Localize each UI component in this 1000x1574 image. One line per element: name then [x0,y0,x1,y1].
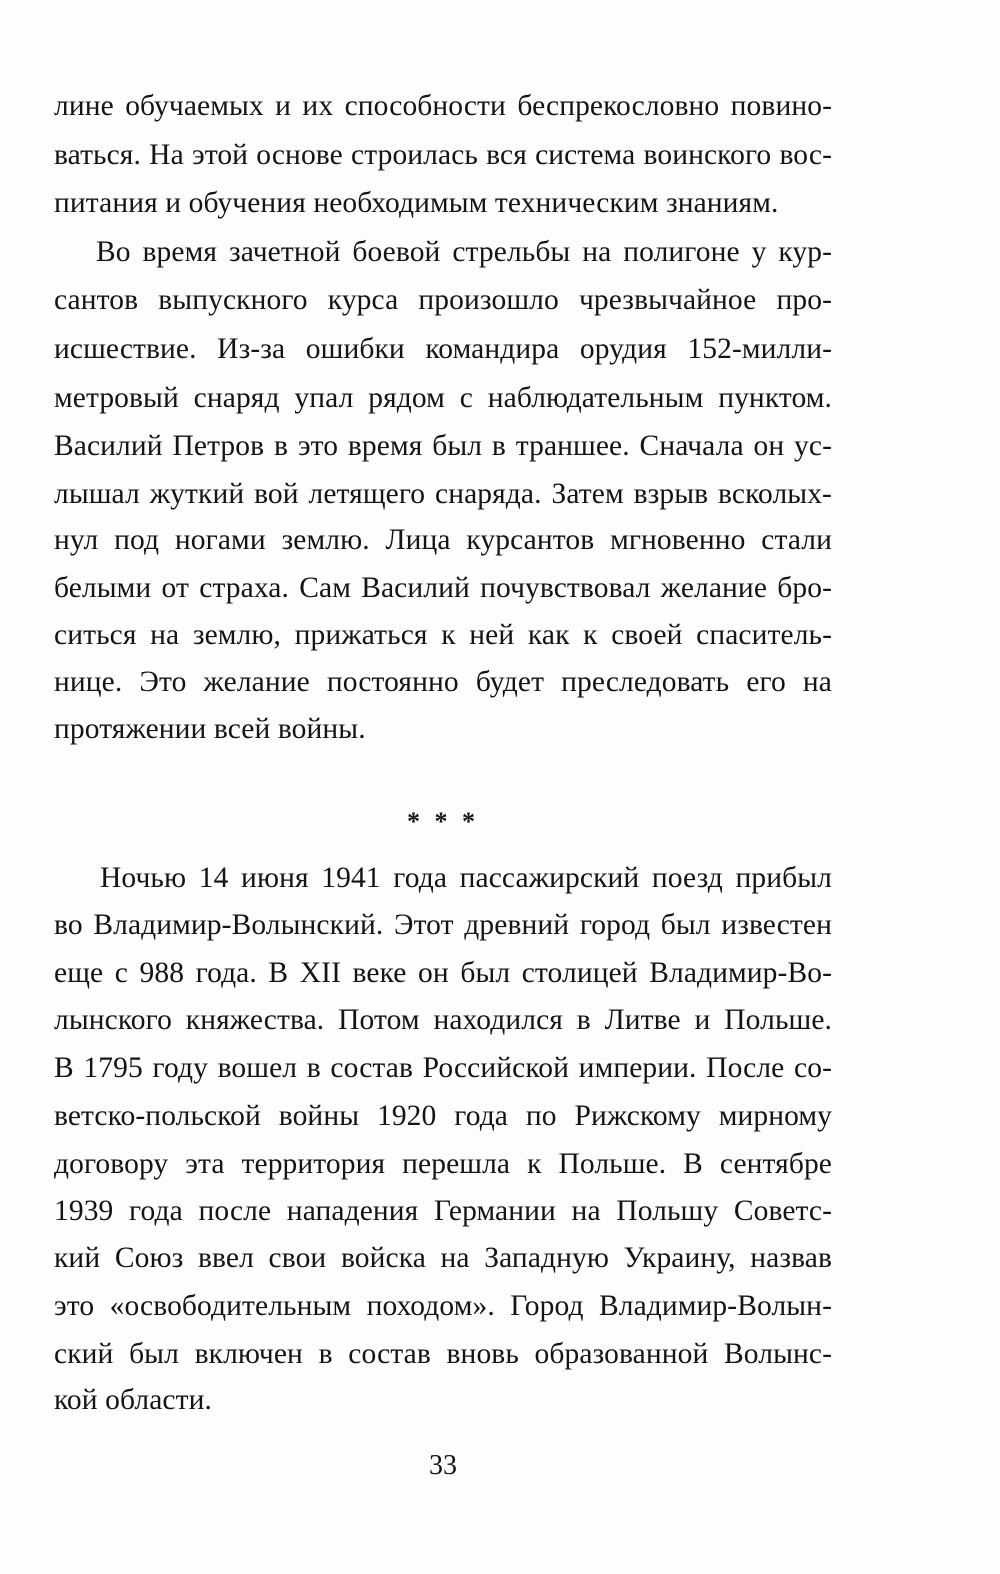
text-line: В 1795 году вошел в состав Российской империи. После со- [54,1052,832,1084]
text-line: лине обучаемых и их способности беспрекословно повино- [54,90,832,122]
page-number: 33 [429,1450,457,1481]
text-line: ваться. На этой основе строилась вся система воинского вос- [54,139,832,171]
text-line: ский был включен в состав вновь образованной Волынс- [54,1338,832,1370]
text-line: во Владимир-Волынский. Этот древний город был известен [54,909,832,941]
text-line: метровый снаряд упал рядом с наблюдательным пунктом. [54,382,832,414]
text-line: ветско-польской войны 1920 года по Рижскому мирному [54,1100,832,1132]
text-line: 1939 года после нападения Германии на Польшу Советс- [54,1195,832,1227]
text-line: лынского княжества. Потом находился в Литве и Польше. [54,1004,832,1036]
text-line: это «освободительным походом». Город Владимир-Волын- [54,1290,832,1322]
text-line: кий Союз ввел свои войска на Западную Украину, назвав [54,1242,832,1274]
text-line: договору эта территория перешла к Польше. В сентябре [54,1148,832,1180]
text-line: ситься на землю, прижаться к ней как к своей спаситель- [54,619,832,651]
text-line: нице. Это желание постоянно будет преследовать его на [54,666,832,698]
text-line: Василий Петров в это время был в траншее. Сначала он ус- [54,430,832,462]
text-line: лышал жуткий вой летящего снаряда. Затем взрыв всколых- [54,478,832,510]
text-line: Во время зачетной боевой стрельбы на полигоне у кур- [96,236,832,268]
text-line: еще с 988 года. В XII веке он был столицей Владимир-Во- [54,957,832,989]
text-line: сантов выпускного курса произошло чрезвычайное про- [54,284,832,316]
text-line: Ночью 14 июня 1941 года пассажирский поезд прибыл [100,862,832,894]
text-line: кой области. [54,1384,212,1416]
text-line: исшествие. Из-за ошибки командира орудия 152-милли- [54,333,832,365]
text-line: протяжении всей войны. [54,713,366,745]
text-line: питания и обучения необходимым техническим знаниям. [54,187,779,219]
text-line: белыми от страха. Сам Василий почувствовал желание бро- [54,572,832,604]
text-line: нул под ногами землю. Лица курсантов мгновенно стали [54,524,832,556]
section-separator: * * * [407,807,479,836]
